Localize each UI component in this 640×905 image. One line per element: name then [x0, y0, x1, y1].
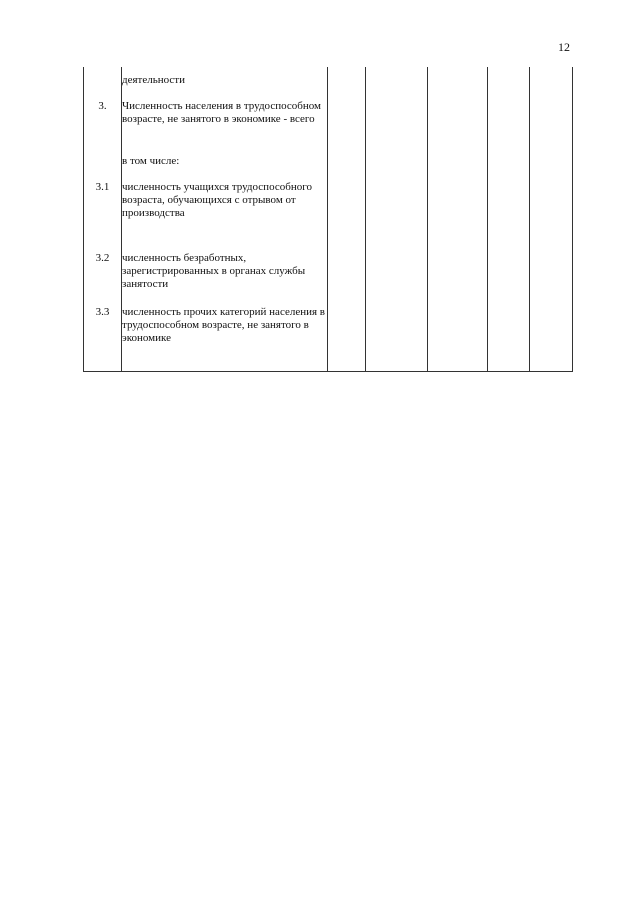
- table-row: [84, 252, 573, 306]
- value-cell: [366, 181, 428, 252]
- row-number: [84, 67, 122, 100]
- value-cell: [366, 306, 428, 371]
- value-cell: [488, 306, 530, 371]
- value-cell: [328, 100, 366, 155]
- value-cell: [530, 252, 573, 306]
- row-number: 3.1: [84, 181, 122, 252]
- row-label: в том числе:: [122, 155, 328, 181]
- value-cell: [328, 306, 366, 371]
- value-cell: [488, 67, 530, 100]
- value-cell: [366, 100, 428, 155]
- row-label: численность прочих категорий населения в трудоспособном возрасте, не занятого в экономике: [122, 306, 328, 371]
- table-row: [84, 67, 573, 100]
- value-cell: [488, 155, 530, 181]
- row-number: 3.3: [84, 306, 122, 371]
- value-cell: [530, 181, 573, 252]
- value-cell: [530, 100, 573, 155]
- row-number: 3.2: [84, 252, 122, 306]
- value-cell: [488, 252, 530, 306]
- value-cell: [366, 67, 428, 100]
- row-label: деятельности: [122, 67, 328, 100]
- table-row: [84, 306, 573, 371]
- value-cell: [428, 181, 488, 252]
- value-cell: [366, 252, 428, 306]
- row-label: Численность населения в трудоспособном возрасте, не занятого в экономике - всего: [122, 100, 328, 155]
- row-label: численность учащихся трудоспособного возраста, обучающихся с отрывом от производства: [122, 181, 328, 252]
- table-row: [84, 100, 573, 155]
- value-cell: [488, 100, 530, 155]
- value-cell: [366, 155, 428, 181]
- value-cell: [488, 181, 530, 252]
- value-cell: [328, 252, 366, 306]
- row-label: численность безработных, зарегистрированных в органах службы занятости: [122, 252, 328, 306]
- table-row: [84, 155, 573, 181]
- value-cell: [428, 67, 488, 100]
- value-cell: [530, 67, 573, 100]
- value-cell: [428, 252, 488, 306]
- row-number: [84, 155, 122, 181]
- value-cell: [328, 181, 366, 252]
- value-cell: [328, 67, 366, 100]
- table-row: [84, 181, 573, 252]
- row-number: 3.: [84, 100, 122, 155]
- value-cell: [428, 306, 488, 371]
- value-cell: [328, 155, 366, 181]
- value-cell: [428, 155, 488, 181]
- value-cell: [530, 306, 573, 371]
- data-table: [83, 67, 573, 372]
- page-number: 12: [558, 40, 570, 54]
- value-cell: [428, 100, 488, 155]
- value-cell: [530, 155, 573, 181]
